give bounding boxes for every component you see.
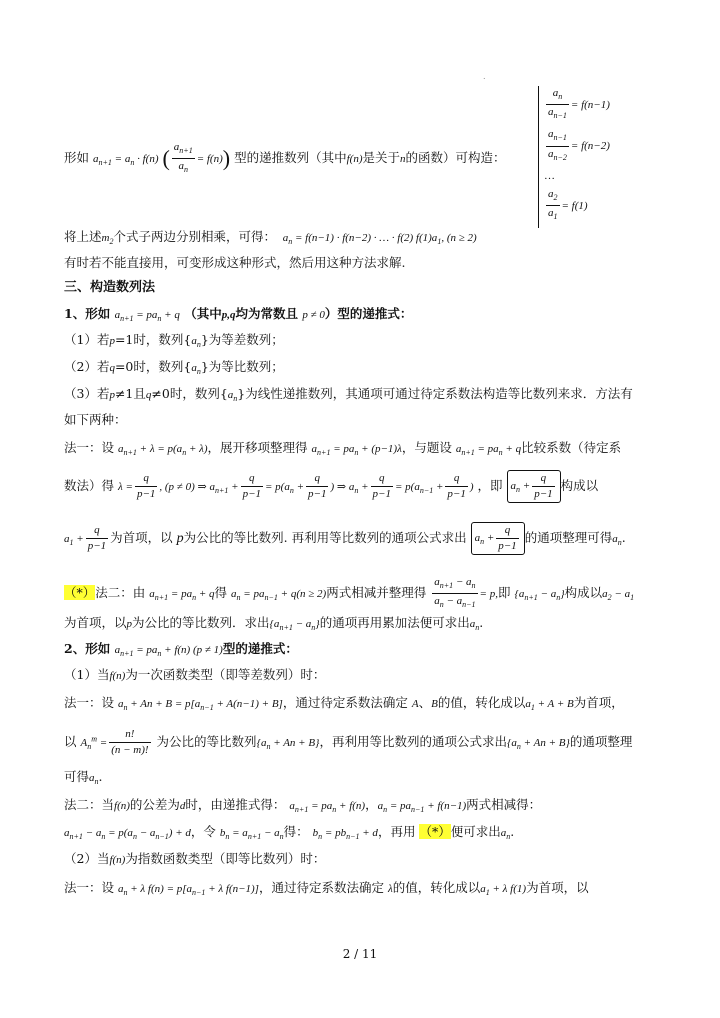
text: 2、形如	[64, 641, 111, 656]
text: ，与题设	[401, 440, 452, 455]
text: 的通项整理可得	[524, 530, 613, 545]
text: 法二：当	[64, 797, 115, 812]
method2-line2: 为首项，以p为公比的等比数列．求出$\{a_{n+1} - a_n\}$的通项再用累加法便可求出$a_n$.	[64, 615, 484, 633]
text: 得	[214, 585, 228, 601]
text: 即	[497, 585, 511, 601]
method1-line2: 数法）得 λ = $\frac{q}{p-1}$ , (p ≠ 0) ⇒ $a_{n+1}$ + $\frac{q}{p-1}$ = $p(a_n$ + $\frac{q}{p-1}$ ) ⇒ $a_n$ + $\frac{q}{p-1}$ = $p(a_{n-1}$ + $\frac{q}{p-1}$ ) ，即 $a_n$ + $\frac{q}{p-1}$ 构成以	[64, 470, 598, 503]
text: 为首项，以	[64, 615, 127, 630]
text: （1）当	[64, 667, 110, 682]
text: 便可求出	[450, 824, 501, 839]
text: 为公比的等比数列	[156, 734, 257, 749]
text: 法二：由	[95, 585, 146, 601]
text: 形如	[64, 150, 90, 166]
text: ，令	[190, 824, 216, 839]
text: }为线性递推数列，其通项可通过待定系数法构造等比数列来求．方法有	[237, 386, 633, 401]
text: 的通项再用累加法便可求出	[319, 615, 470, 630]
form1-line: 形如 $a_{n+1} = a_n \cdot f(n)$ ( $\frac{a_{n+1}}{a_n}$ = f(n)) 型的递推数列（其中f(n)是关于n的函数）可构造：	[64, 141, 506, 175]
text: 为首项，以	[526, 880, 589, 895]
text: ，通过待定系数法确定	[282, 695, 408, 710]
text: （2）若	[64, 359, 110, 374]
text: 数法）得	[64, 478, 115, 493]
text: 法一：设	[64, 695, 115, 710]
case2: （2）若q=0时，数列$\{a_n\}$为等比数列；	[64, 359, 284, 377]
text: 型的递推数列（其中	[234, 150, 347, 166]
text: 两式相减得：	[466, 797, 542, 812]
text: 时，数列{	[133, 359, 192, 374]
case3-cont: 如下两种：	[64, 412, 127, 427]
text: 可得	[64, 769, 90, 784]
text: 型的递推式：	[222, 641, 298, 656]
text: 比较系数（待定系	[521, 440, 622, 455]
form1-note: 有时若不能直接用，可变形成这种形式，然后用这种方法求解.	[64, 255, 406, 270]
text: ）型的递推式：	[324, 306, 413, 321]
case21-method1-line2: 以 $A_n^m$ = $\frac{n!}{(n - m)!}$ 为公比的等比数列$\{a_n + An + B\}$，再利用等比数列的通项公式求出$\{a_n + An + B\}$的通项整理	[64, 728, 633, 756]
text: 将上述	[64, 229, 102, 244]
text: 得：	[283, 824, 309, 839]
text: 时，数列{	[169, 386, 228, 401]
text: 1、形如	[64, 306, 111, 321]
text: （其中	[184, 306, 222, 321]
case3: （3）若p≠1且q≠0时，数列$\{a_n\}$为线性递推数列，其通项可通过待定系数法构造等比数列来求．方法有	[64, 386, 633, 404]
case21: （1）当f(n)为一次函数类型（即等差数列）时：	[64, 667, 326, 682]
case1: （1）若p=1时，数列$\{a_n\}$为等差数列；	[64, 332, 284, 350]
text: 构成以	[564, 585, 603, 601]
text: 且	[133, 386, 146, 401]
text: 的值，转化成以	[437, 695, 526, 710]
section-title: 三、构造数列法	[64, 280, 156, 295]
method2-line1: （*）法二：由 $a_{n+1} = pa_n + q$得 $a_n = pa_{n-1} + q(n \ge 2)$两式相减并整理得 $\frac{a_{n+1} - a_n}{a_n - a_{n-1}}$ = p,即 $\{a_{n+1} - a_n\}$构成以$a_2 - a_1$	[64, 576, 635, 610]
case21-method2-line2: $a_{n+1} - a_n = p(a_n - a_{n-1}) + d$，令 $b_n = a_{n+1} - a_n$得： $b_n = pb_{n-1} + d$，再用 （*）便可求出$a_n$.	[64, 824, 515, 842]
text: 时，数列{	[133, 332, 192, 347]
text: （3）若	[64, 386, 110, 401]
case22: （2）当f(n)为指数函数类型（即等比数列）时：	[64, 851, 326, 866]
text: （1）若	[64, 332, 110, 347]
text: 两式相减并整理得	[326, 585, 427, 601]
text: }为等差数列；	[200, 332, 284, 347]
text: 为公比的等比数列．求出	[132, 615, 270, 630]
text: 为指数函数类型（即等比数列）时：	[125, 851, 326, 866]
text: ，即	[477, 478, 503, 493]
item2-title: 2、形如 $a_{n+1} = pa_n + f(n) (p \ne 1)$型的递推式：	[64, 641, 298, 659]
text: 法一：设	[64, 880, 115, 895]
star-marker: （*）	[64, 585, 96, 601]
text: 的函数）可构造：	[405, 150, 506, 166]
text: 法一：设	[64, 440, 115, 455]
text: 为公比的等比数列. 再利用等比数列的通项公式求出	[183, 530, 467, 545]
text: 均为常数且	[235, 306, 298, 321]
text: 的通项整理	[569, 734, 633, 749]
text: （2）当	[64, 851, 110, 866]
page-number: 2 / 11	[342, 947, 378, 961]
text: 个式子两边分别相乘，可得：	[113, 229, 276, 244]
case21-method1-line1: 法一：设 $a_n + An + B = p[a_{n-1} + A(n-1) + B]$，通过待定系数法确定 A、B的值，转化成以$a_1 + A + B$为首项，	[64, 695, 624, 713]
text: }为等比数列；	[200, 359, 284, 374]
text: 为首项，以	[110, 530, 173, 545]
equation-system: $\frac{a_n}{a_{n-1}}$ = f(n−1) $\frac{a_{n-1}}{a_{n-2}}$ = f(n−2) … $\frac{a_2}{a_1}$ = f(1)	[538, 86, 610, 228]
text: 为一次函数类型（即等差数列）时：	[125, 667, 326, 682]
star-marker: （*）	[419, 824, 451, 839]
method1-line3: $a_1$ + $\frac{q}{p-1}$ 为首项，以 p为公比的等比数列. 再利用等比数列的通项公式求出 $a_n$ + $\frac{q}{p-1}$ 的通项整理可得$a_n$.	[64, 522, 626, 555]
text: ，再用	[377, 824, 416, 839]
form1-mult-line: 将上述$m_2$个式子两边分别相乘，可得： $a_n = f(n-1) \cdot f(n-2)$ · … · f(2) $f(1)a_1$, (n ≥ 2)	[64, 229, 477, 247]
stray-dot: .	[483, 72, 486, 81]
method1-line1: 法一：设 $a_{n+1} + \lambda = p(a_n + \lambda)$，展开移项整理得 $a_{n+1} = pa_n + (p-1)\lambda$，与题设 $a_{n+1} = pa_n + q$比较系数（待定系	[64, 440, 622, 458]
text: ，展开移项整理得	[207, 440, 308, 455]
case22-method1: 法一：设 $a_n + \lambda$ $f(n) = p[a_{n-1} + \lambda$ f(n−1)]，通过待定系数法确定 λ的值，转化成以$a_1 + \lambda$ f(1)为首项，以	[64, 880, 589, 898]
text: 以	[64, 734, 77, 749]
text: 是关于	[362, 150, 400, 166]
text: 构成以	[560, 478, 599, 493]
text: ，通过待定系数法确定	[258, 880, 384, 895]
text: 为首项，	[573, 695, 624, 710]
text: 时，由递推式得：	[185, 797, 286, 812]
text: ，再利用等比数列的通项公式求出	[319, 734, 507, 749]
text: 的公差为	[129, 797, 180, 812]
case21-method1-line3: 可得$a_n$.	[64, 769, 103, 787]
text: 的值，转化成以	[392, 880, 481, 895]
item1-title: 1、形如 $a_{n+1} = pa_n + q$ （其中p,q均为常数且 p ≠ 0）型的递推式：	[64, 306, 413, 324]
case21-method2-line1: 法二：当f(n)的公差为d时，由递推式得： $a_{n+1} = pa_n + f(n)$，$a_n = pa_{n-1} + f(n-1)$两式相减得：	[64, 797, 542, 815]
